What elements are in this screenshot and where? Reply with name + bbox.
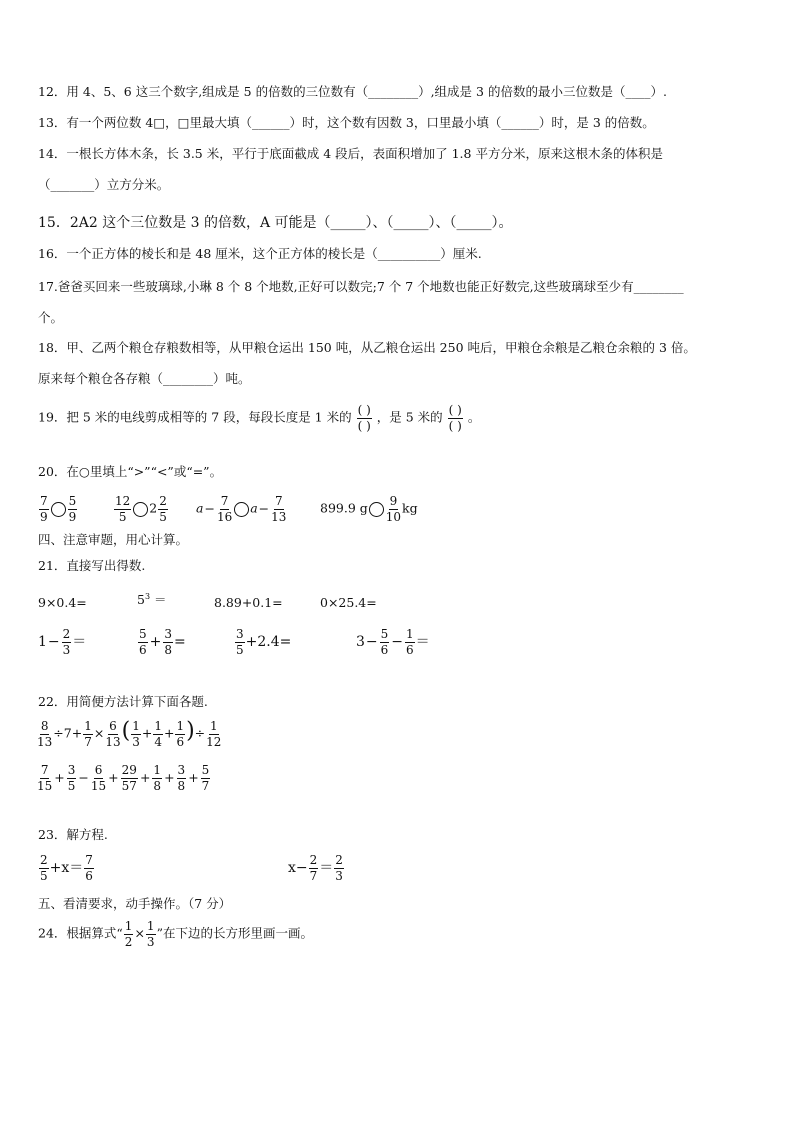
numerator: 5 (201, 763, 210, 777)
fraction (405, 628, 415, 656)
variable-a: a (196, 500, 204, 516)
numerator: 1 (154, 719, 162, 733)
denominator: 6 (176, 734, 185, 749)
operator: + (54, 769, 65, 785)
q19-blank-num-1: ( ) (357, 403, 371, 417)
expression-tail: +2.4= (245, 634, 292, 651)
denominator: 9 (68, 509, 77, 524)
numerator: 3 (177, 763, 186, 777)
equals-sign: ＝ (319, 860, 334, 877)
q21-item-2 (137, 593, 167, 607)
power-exponent: 3 (144, 592, 151, 601)
denominator: 7 (201, 778, 210, 793)
question-16: 16．一个正方体的棱长和是 48 厘米，这个正方体的棱长是（__________）厘米. (38, 246, 482, 261)
numerator: 1 (132, 719, 140, 733)
numerator: 7 (274, 494, 283, 508)
equals-sign: ＝ (72, 634, 87, 651)
denominator: 3 (62, 642, 71, 657)
left-paren: ( (121, 718, 131, 744)
numerator: 29 (121, 763, 137, 777)
q20-compare-3 (196, 495, 287, 523)
q21-item-1: 9×0.4= (38, 595, 87, 610)
fraction (91, 764, 106, 792)
numerator: 5 (68, 494, 77, 508)
fraction (83, 720, 93, 748)
mass-value: 899.9 g (320, 500, 368, 516)
question-23-title: 23．解方程. (38, 827, 108, 842)
fraction (131, 720, 141, 748)
whole-number: 1 (38, 634, 47, 651)
q19-text-1: 19．把 5 米的电线剪成相等的 7 段，每段长度是 1 米的 (38, 409, 352, 425)
q23-equation-1 (38, 854, 95, 882)
q19-text-2: ，是 5 米的 (376, 409, 443, 425)
fraction (105, 720, 120, 748)
fraction (62, 628, 72, 656)
operator: × (93, 725, 105, 741)
numerator: 9 (389, 494, 398, 508)
unit-kg: kg (402, 500, 418, 516)
plus-sign: + (149, 634, 162, 651)
q19-blank-den-2: ( ) (448, 418, 462, 433)
denominator: 15 (37, 778, 53, 793)
numerator: 3 (67, 763, 76, 777)
operator: ÷7+ (53, 725, 83, 741)
denominator: 8 (164, 642, 173, 657)
question-22-title: 22．用简便方法计算下面各题. (38, 694, 208, 709)
fraction (37, 764, 52, 792)
q21-item-8 (356, 628, 430, 656)
operator: + (108, 769, 119, 785)
denominator: 6 (380, 642, 389, 657)
fraction (121, 764, 138, 792)
question-24 (38, 920, 313, 948)
denominator: 16 (216, 509, 233, 524)
question-18-line1: 18．甲、乙两个粮仓存粮数相等，从甲粮仓运出 150 吨，从乙粮仓运出 250 吨后，甲粮仓余粮是乙粮仓余粮的 3 倍。 (38, 340, 696, 355)
fraction (146, 920, 156, 948)
denominator: 2 (124, 934, 133, 949)
numerator: 2 (62, 627, 71, 641)
fraction (380, 628, 390, 656)
q20-compare-2 (113, 495, 169, 523)
denominator: 57 (121, 778, 137, 793)
compare-circle (133, 502, 148, 517)
q24-text-post: ”在下边的长方形里画一画。 (156, 925, 313, 941)
compare-circle (234, 502, 249, 517)
numerator: 1 (153, 763, 162, 777)
q21-item-3: 8.89+0.1= (214, 595, 283, 610)
denominator: 5 (40, 868, 48, 883)
operator: + (139, 769, 151, 785)
fraction (201, 764, 211, 792)
whole-number: 2 (149, 500, 158, 516)
operator: ÷ (194, 725, 206, 741)
fraction (163, 628, 173, 656)
fraction (84, 854, 94, 882)
question-21-title: 21．直接写出得数. (38, 558, 146, 573)
minus-sign: − (204, 500, 215, 516)
denominator: 7 (309, 868, 318, 883)
numerator: 7 (40, 494, 48, 508)
numerator: 2 (159, 494, 167, 508)
numerator: 3 (164, 627, 173, 641)
operator: − (78, 769, 89, 785)
fraction (68, 495, 78, 523)
fraction (206, 720, 221, 748)
fraction (39, 495, 49, 523)
denominator: 12 (206, 734, 222, 749)
fraction (177, 764, 187, 792)
numerator: 6 (94, 763, 103, 777)
fraction (217, 495, 232, 523)
q19-blank-den-1: ( ) (357, 418, 371, 433)
minus-sign: − (365, 634, 378, 651)
fraction (124, 920, 134, 948)
equals-sign: = (174, 634, 186, 651)
denominator: 13 (271, 509, 287, 524)
variable-a: a (250, 500, 258, 516)
numerator: 12 (115, 494, 131, 508)
denominator: 3 (335, 868, 343, 883)
operator: + (188, 769, 199, 785)
numerator: 5 (139, 627, 147, 641)
fraction (235, 628, 245, 656)
numerator: 7 (220, 494, 229, 508)
fraction (175, 720, 185, 748)
fraction (67, 764, 77, 792)
q19-fraction-2 (448, 404, 463, 432)
fraction (153, 720, 163, 748)
minus-sign: − (47, 634, 60, 651)
q19-text-3: 。 (467, 409, 481, 425)
q23-equation-2 (288, 854, 345, 882)
operator: + (141, 725, 153, 741)
denominator: 5 (67, 778, 76, 793)
numerator: 1 (406, 627, 414, 641)
equals-sign: ＝ (150, 592, 167, 608)
numerator: 8 (40, 719, 49, 733)
minus-sign: − (391, 634, 404, 651)
equation-middle: +x＝ (49, 860, 84, 877)
fraction (334, 854, 344, 882)
question-17-line1: 17.爸爸买回来一些玻璃球,小琳 8 个 8 个地数,正好可以数完;7 个 7 个地数也能正好数完,这些玻璃球至少有________ (38, 279, 684, 294)
times-sign: × (134, 925, 145, 941)
equals-sign: ＝ (415, 634, 430, 651)
question-19 (38, 404, 480, 432)
fraction (39, 854, 49, 882)
denominator: 5 (118, 509, 127, 524)
fraction (114, 495, 131, 523)
question-20-title: 20．在○里填上“>”“<”或“=”。 (38, 464, 223, 479)
denominator: 5 (236, 642, 244, 657)
question-17-line2: 个。 (38, 310, 64, 325)
denominator: 3 (132, 734, 140, 749)
q22-expression-1 (36, 720, 222, 748)
q24-text-pre: 24．根据算式“ (38, 925, 123, 941)
denominator: 10 (385, 509, 402, 524)
numerator: 2 (335, 853, 343, 867)
numerator: 3 (236, 627, 244, 641)
question-13: 13．有一个两位数 4□，□里最大填（______）时，这个数有因数 3，口里最小填（______）时，是 3 的倍数。 (38, 115, 655, 130)
numerator: 7 (85, 853, 93, 867)
denominator: 5 (159, 509, 167, 524)
numerator: 2 (309, 853, 318, 867)
q21-item-4: 0×25.4= (320, 595, 377, 610)
numerator: 6 (109, 719, 117, 733)
denominator: 7 (84, 734, 92, 749)
whole-number: 3 (356, 634, 365, 651)
q21-item-6 (137, 628, 186, 656)
denominator: 3 (146, 934, 155, 949)
q20-compare-4 (320, 495, 418, 523)
right-paren: ) (186, 718, 195, 744)
power-base: 5 (137, 592, 145, 608)
section-4-heading: 四、注意审题，用心计算。 (38, 532, 189, 547)
question-15: 15．2A2 这个三位数是 3 的倍数，A 可能是（_____）、（_____）、（_____）。 (38, 215, 513, 231)
numerator: 2 (40, 853, 48, 867)
denominator: 13 (37, 734, 53, 749)
numerator: 1 (176, 719, 185, 733)
denominator: 8 (177, 778, 186, 793)
section-5-heading: 五、看清要求，动手操作。（7 分） (38, 896, 232, 911)
denominator: 6 (139, 642, 147, 657)
numerator: 1 (146, 919, 155, 933)
numerator: 1 (124, 919, 133, 933)
fraction (158, 495, 168, 523)
numerator: 1 (84, 719, 92, 733)
fraction (152, 764, 162, 792)
denominator: 8 (153, 778, 162, 793)
numerator: 7 (40, 763, 49, 777)
fraction (309, 854, 319, 882)
fraction (37, 720, 52, 748)
q21-item-5 (38, 628, 86, 656)
variable-x: x− (288, 860, 308, 877)
question-18-line2: 原来每个粮仓各存粮（________）吨。 (38, 371, 251, 386)
denominator: 15 (90, 778, 107, 793)
question-14-line1: 14．一根长方体木条，长 3.5 米，平行于底面截成 4 段后，表面积增加了 1.8 平方分米，原来这根木条的体积是 (38, 146, 663, 161)
q19-blank-num-2: ( ) (448, 403, 462, 417)
denominator: 4 (154, 734, 162, 749)
operator: + (163, 725, 175, 741)
denominator: 13 (105, 734, 121, 749)
fraction (386, 495, 401, 523)
q19-fraction-1 (357, 404, 372, 432)
denominator: 9 (40, 509, 48, 524)
operator: + (164, 769, 175, 785)
minus-sign: − (258, 500, 270, 516)
compare-circle (369, 502, 384, 517)
compare-circle (51, 502, 66, 517)
fraction (138, 628, 148, 656)
q20-compare-1 (38, 495, 78, 523)
question-12: 12．用 4、5、6 这三个数字,组成是 5 的倍数的三位数有（________）,组成是 3 的倍数的最小三位数是（____）. (38, 84, 667, 99)
denominator: 6 (85, 868, 93, 883)
q22-expression-2 (36, 764, 211, 792)
question-14-line2: （_______）立方分米。 (38, 177, 170, 192)
denominator: 6 (406, 642, 414, 657)
q21-item-7 (234, 628, 291, 656)
numerator: 1 (209, 719, 218, 733)
numerator: 5 (380, 627, 389, 641)
fraction (271, 495, 286, 523)
